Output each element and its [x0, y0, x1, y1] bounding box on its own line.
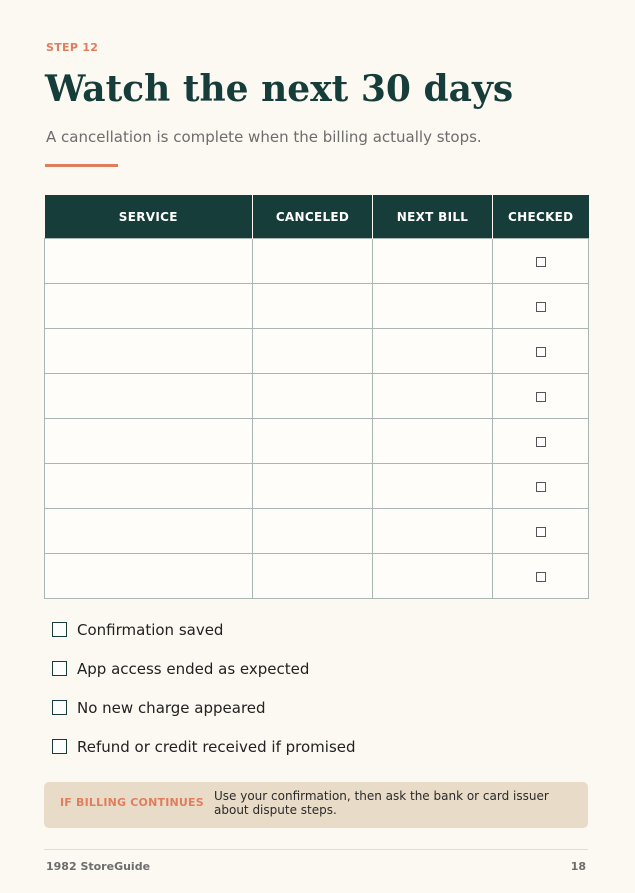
checklist-item [52, 699, 356, 738]
step-label: STEP 12 [46, 41, 99, 54]
checked-cell [493, 329, 589, 374]
service-cell[interactable] [45, 419, 253, 464]
table-row [45, 554, 589, 599]
checked-cell [493, 374, 589, 419]
checklist-item-label: Refund or credit received if promised [77, 738, 356, 756]
service-cell[interactable] [45, 464, 253, 509]
service-cell[interactable] [45, 329, 253, 374]
column-header-canceled: CANCELED [253, 195, 373, 239]
service-cell[interactable] [45, 374, 253, 419]
checklist-checkbox[interactable] [52, 739, 67, 754]
callout-text: Use your confirmation, then ask the bank or card issuer about dispute steps. [214, 789, 549, 817]
table-row [45, 374, 589, 419]
checked-cell [493, 284, 589, 329]
row-checkbox[interactable] [536, 347, 546, 357]
checklist-item [52, 660, 356, 699]
checked-cell [493, 554, 589, 599]
row-checkbox[interactable] [536, 437, 546, 447]
row-checkbox[interactable] [536, 527, 546, 537]
callout-tag: IF BILLING CONTINUES [60, 796, 204, 809]
checked-cell [493, 239, 589, 284]
next-bill-cell[interactable] [373, 509, 493, 554]
checklist-checkbox[interactable] [52, 622, 67, 637]
next-bill-cell[interactable] [373, 419, 493, 464]
checked-cell [493, 464, 589, 509]
column-header-service: SERVICE [45, 195, 253, 239]
checklist-checkbox[interactable] [52, 700, 67, 715]
column-header-next-bill: NEXT BILL [373, 195, 493, 239]
checklist-item [52, 621, 356, 660]
next-bill-cell[interactable] [373, 284, 493, 329]
checked-cell [493, 509, 589, 554]
table-row [45, 419, 589, 464]
next-bill-cell[interactable] [373, 329, 493, 374]
service-cell[interactable] [45, 239, 253, 284]
checklist-item-label: Confirmation saved [77, 621, 224, 639]
checklist-checkbox[interactable] [52, 661, 67, 676]
canceled-cell[interactable] [253, 464, 373, 509]
verification-checklist [52, 621, 356, 777]
canceled-cell[interactable] [253, 509, 373, 554]
canceled-cell[interactable] [253, 374, 373, 419]
accent-rule [45, 164, 118, 167]
canceled-cell[interactable] [253, 239, 373, 284]
service-cell[interactable] [45, 284, 253, 329]
page-number: 18 [570, 860, 586, 873]
footer-divider [44, 849, 588, 850]
row-checkbox[interactable] [536, 392, 546, 402]
checklist-item-label: No new charge appeared [77, 699, 266, 717]
next-bill-cell[interactable] [373, 374, 493, 419]
table-row [45, 284, 589, 329]
row-checkbox[interactable] [536, 482, 546, 492]
next-bill-cell[interactable] [373, 464, 493, 509]
next-bill-cell[interactable] [373, 554, 493, 599]
table-row [45, 509, 589, 554]
row-checkbox[interactable] [536, 257, 546, 267]
billing-tracker-table [44, 195, 589, 599]
canceled-cell[interactable] [253, 554, 373, 599]
row-checkbox[interactable] [536, 302, 546, 312]
billing-callout [44, 782, 588, 828]
tracker-body [45, 239, 589, 599]
checklist-item [52, 738, 356, 777]
service-cell[interactable] [45, 554, 253, 599]
page-subtitle: A cancellation is complete when the billing actually stops. [46, 128, 482, 146]
service-cell[interactable] [45, 509, 253, 554]
row-checkbox[interactable] [536, 572, 546, 582]
checked-cell [493, 419, 589, 464]
column-header-checked: CHECKED [493, 195, 589, 239]
table-row [45, 329, 589, 374]
footer-brand: 1982 StoreGuide [46, 860, 151, 873]
next-bill-cell[interactable] [373, 239, 493, 284]
canceled-cell[interactable] [253, 284, 373, 329]
table-header-row [45, 195, 589, 239]
canceled-cell[interactable] [253, 329, 373, 374]
page-title: Watch the next 30 days [45, 68, 514, 110]
checklist-item-label: App access ended as expected [77, 660, 310, 678]
canceled-cell[interactable] [253, 419, 373, 464]
table-row [45, 239, 589, 284]
table-row [45, 464, 589, 509]
